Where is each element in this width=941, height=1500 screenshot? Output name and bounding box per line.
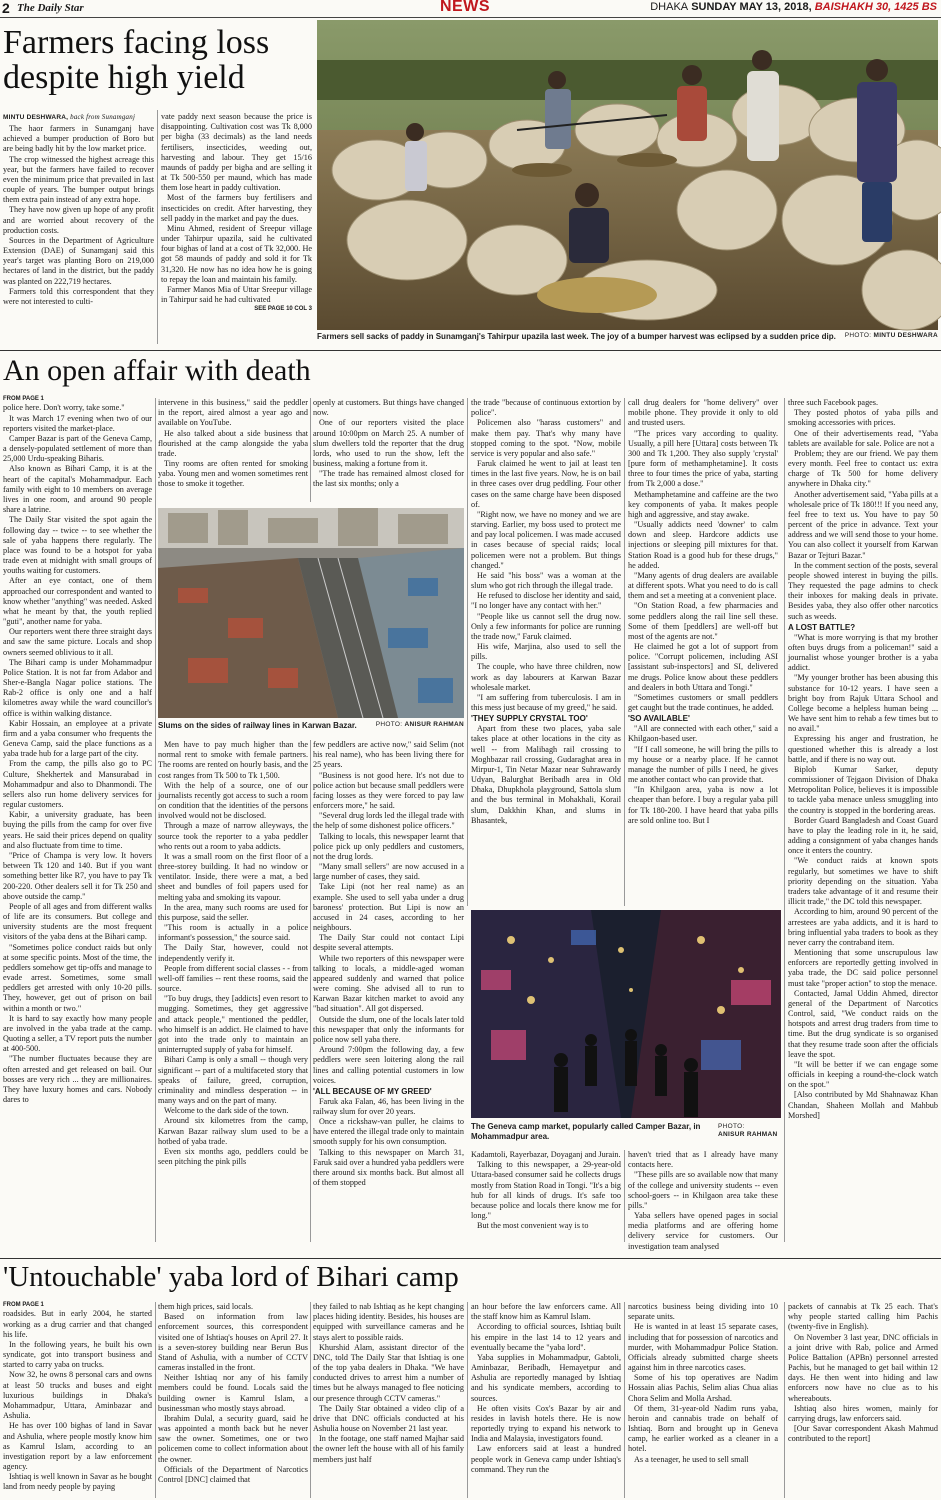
credit-label: PHOTO: [844, 332, 872, 339]
paragraph: "Usually addicts need 'downer' to calm down and sleep. Hardcore addicts use injections or sleeping pill mixtures for that. Station Road is a good hub for these drugs," he added. [628, 520, 778, 570]
story3-col1 [3, 1302, 152, 1498]
subhead-crystal: 'THEY SUPPLY CRYSTAL TOO' [471, 714, 588, 724]
column-divider [157, 110, 158, 344]
paragraph: Faruk aka Falan, 46, has been living in the railway slum for over 20 years. [313, 1096, 464, 1116]
paragraph: People of all ages and from different walks of life are its consumers. But college and university students are the most frequent visitors of the yaba dens at the Bihari camp. [3, 901, 152, 942]
paragraph: Policemen also "harass customers" and make them pay. That's why many have stopped coming to the spot. "Now, mobile service is very popular and also safe." [471, 418, 621, 458]
paragraph: Kabir Hossain, an employee at a private firm and a yaba consumer who frequents the Geneva Camp, said the place functions as a yaba trade hub for a large part of the city. [3, 718, 152, 759]
paragraph: He is wanted in at least 15 separate cases, including that for possession of narcotics and murder, with Mohammadpur Police Station. Officials already submitted charge sheets against him in three narcotics cases. [628, 1322, 778, 1373]
paragraph: Apart from these two places, yaba sale takes place at other locations in the city as well -- from Malibagh rail crossing to Moghbazar rail crossing, Gudaraghat area in Mirpur-1, Tin Netar Mazar near Suhrawardy Udyan, Balurghat Beribadh area in Old Dhaka, Dhupkhola playground, Sattola slum and the bus terminal in Mohakhali, Korail slum, Dakkhin Khan, and slums in Bhasantek, [471, 724, 621, 825]
paragraph: Problem; they are our friend. We pay them every month. Feel free to contact us: extra charge of Tk 500 for home delivery anywhere in Dhaka city." [788, 448, 938, 489]
paragraph: "In Khilgaon area, yaba is now a lot cheaper than before. I buy a regular yaba pill for Tk 180-200. I have heard that yaba pills are sold online too. But I [628, 785, 778, 825]
paragraph: The Daily Star visited the spot again the following day -- twice -- to see whether the sale of yaba happens there regularly. The place was found to be a hotspot for yaba trade even at midnight with small groups of youths waiting for customers. [3, 515, 152, 576]
column-divider [467, 1302, 468, 1498]
column-divider [467, 398, 468, 906]
paragraph: "What is more worrying is that my brother often buys drugs from a policeman!" said a journalist whose younger brother is a yaba addict. [788, 632, 938, 673]
paragraph: He has over 100 bighas of land in Savar and Ashulia, where people mostly know him as Kamrul Islam, according to an investigation report by a law enforcement agency. [3, 1421, 152, 1472]
column-divider [310, 398, 311, 502]
column-divider [784, 398, 785, 1242]
column-divider [784, 1302, 785, 1498]
paragraph: call drug dealers for "home delivery" over mobile phone. They provide it only to old and trusted users. [628, 398, 778, 428]
masthead [0, 0, 941, 18]
paragraph: The Bihari camp is under Mohammadpur Police Station. It is not far from Adabor and Sher-e-Bangla Nagar police stations. The Rab-2 office is only one and a half kilometres away while the ward councillor's office is within walking distance. [3, 657, 152, 718]
paragraph: The couple, who have three children, now work as day labourers at Karwan Bazar wholesale market. [471, 662, 621, 692]
paragraph: police here. Don't worry, take some." [3, 403, 125, 413]
subhead-lost-battle: A LOST BATTLE? [788, 622, 856, 632]
paragraph: The crop witnessed the highest acreage this year, but the farmers have failed to recover even the minimum price that prevailed in last couple of years. The bumper output brings them extra pain instead of any extra hope. [3, 154, 154, 205]
paragraph: Our reporters went there three straight days and saw the same picture. Locals and shop owners seemed oblivious to it all. [3, 627, 152, 657]
column-divider [155, 398, 156, 1242]
paragraph: "People like us cannot sell the drug now. Only a few informants for police are running the trade now," Faruk claimed. [471, 611, 621, 641]
story3-col3 [313, 1302, 464, 1498]
photo-credit [845, 332, 938, 340]
paragraph: "It will be better if we can engage some officials in keeping a round-the-clock watch on the spot." [788, 1059, 938, 1090]
paragraph: Of them, 31-year-old Nadim runs yaba, heroin and cannabis trade on behalf of Ishtiaq. Born and brought up in Geneva camp, he earlier worked as a cleaner in a hotel. [628, 1403, 778, 1454]
byline-place: back from Sunamganj [70, 113, 136, 121]
paragraph: Kabir, a university graduate, has been buying the pills from the camp for over five years. He said their prices depend on quality and also fluctuate from time to time. [3, 810, 152, 850]
paragraph: three such Facebook pages. [788, 398, 879, 407]
paragraph: But the most convenient way is to [477, 1221, 589, 1231]
paragraph: them high prices, said locals. [158, 1302, 254, 1311]
paragraph: "Right now, we have no money and we are starving. Earlier, my boss used to protect me and pay local policemen. I was made accused in cases because of special raids; local policemen were not a problem. But things changed." [471, 509, 621, 570]
paragraph: few peddlers are active now," said Selim (not his real name), who has been living there for 25 years. [313, 740, 464, 770]
story2-col2-top [158, 398, 308, 502]
story1-byline [3, 113, 154, 122]
paragraph: One of their advertisements read, "Yaba tablets are available for sale. Police are not a [788, 428, 938, 448]
paragraph: narcotics business being dividing into 10 separate units. [628, 1302, 778, 1322]
paragraph: "To buy drugs, they [addicts] even resort to mugging. Sometimes, they get aggressive and attack people," mentioned the peddler, who himself is an addict. He claimed to have got into the trade only to maintain an uninterrupted supply of yaba for himself. [158, 994, 308, 1055]
paragraph: Most of the farmers buy fertilisers and insecticides on credit. After harvesting, they sell paddy in the market and pay the dues. [161, 193, 312, 223]
story1-headline [3, 26, 313, 95]
paragraph: [Also contributed by Md Shahnawaz Khan Chandan, Shaheen Mollah and Mahbub Morshed] [788, 1090, 938, 1120]
dateline-city: DHAKA [650, 1, 689, 13]
story3-col4 [471, 1302, 621, 1498]
paragraph: He refused to disclose her identity and said, "I no longer have any contact with her." [471, 591, 621, 611]
byline-name: MINTU DESHWARA, [3, 114, 69, 121]
paragraph: "Sometimes customers or small peddlers get caught but the trade continues, he added. [628, 692, 778, 713]
story3-col6 [788, 1302, 938, 1498]
story2-col4-bottom [471, 1150, 621, 1242]
paragraph: "Many small sellers" are now accused in a large number of cases, they said. [313, 862, 464, 882]
paragraph: Take Lipi (not her real name) as an example. She used to sell yaba under a drug baroness' protection. But Lipi is now an accused in 24 cases, according to her neighbours. [313, 882, 464, 933]
paragraph: One of our reporters visited the place around 10:00pm on March 25. A number of slum dwellers told the reporter that the drug lords, who used to run the show, left the business, making a fortune from it. [313, 418, 464, 469]
paragraph: He often visits Cox's Bazar by air and resides in lavish hotels there. He is now reportedly trying to expand his network to India and Malaysia, investigators found. [471, 1403, 621, 1444]
paragraph: Through a maze of narrow alleyways, the source took the reporter to a yaba peddler who rents out a room to yaba addicts. [158, 821, 308, 851]
paragraph: "The prices vary according to quality. Usually, a pill here [Uttara] costs between Tk 300 and Tk 1,200. They also supply 'crystal' [pure form of methamphetamine]. It costs three to four times the price of yaba, starting from Tk 2,000 a dose." [628, 428, 778, 489]
dateline-date: SUNDAY MAY 13, 2018, [691, 1, 812, 13]
paddy-market-photo [317, 20, 938, 330]
story1-photo-caption [317, 332, 938, 342]
paragraph: Khurshid Alam, assistant director of the DNC, told The Daily Star that Ishtiaq is one of the top yaba dealers in Dhaka. "We have conducted drives to arrest him a number of times but he always managed to flee noticing our presence through CCTV cameras." [313, 1342, 464, 1403]
credit-name: ANISUR RAHMAN [404, 721, 464, 728]
paragraph: Faruk claimed he went to jail at least ten times in the last five years. Now, he is on bail in three cases over drug peddling. Four other cases on the same charge have been disposed of. [471, 459, 621, 509]
paragraph: Border Guard Bangladesh and Coast Guard have to play the leading role in it, he said, adding a consignment of yaba changes hands once it enters the country. [788, 815, 938, 856]
paragraph: packets of cannabis at Tk 25 each. That's why people started calling him Pachis (twenty-five in English). [788, 1302, 938, 1332]
paragraph: Minu Ahmed, resident of Sreepur village under Tahirpur upazila, said he cultivated four bighas of land at a cost of Tk 32,000. He got 58 maunds of paddy and sold it for Tk 31,320. He now has no idea how he is going to repay the loan and maintain his family. [161, 223, 312, 284]
paragraph: "Many agents of drug dealers are available at different spots. What you need to do is call them and set a meeting at a convenient place. [628, 570, 778, 601]
paragraph: "All are connected with each other," said a Khilgaon-based user. [628, 724, 778, 744]
paragraph: It was March 17 evening when two of our reporters visited the market-place. [3, 413, 152, 433]
paragraph: "Several drug lords led the illegal trade with the help of some dishonest police officers." [313, 811, 464, 831]
paragraph: Expressing his anger and frustration, he questioned whether this is already a lost battle, and if there is no way out. [788, 734, 938, 764]
paragraph: "Sometimes police conduct raids but only at some specific points. Most of the time, the peddlers somehow get tip-offs and manage to evade arrest. Sometimes, some small peddlers get arrested with only 10-20 pills. They, however, get out of prison on bail within a month or two." [3, 942, 153, 1013]
paragraph: Outside the slum, one of the locals later told this newspaper that only the informants for police now sell yaba there. [313, 1014, 464, 1044]
credit-label: PHOTO: [718, 1123, 745, 1130]
paragraph: He said "his boss" was a woman at the slum who got rich through the illegal trade. [471, 570, 621, 591]
paragraph: The Daily Star obtained a video clip of a drive that DNC officials conducted at his Ashulia house on November 21 last year. [313, 1403, 464, 1434]
story1-headline-line2: despite high yield [3, 58, 245, 96]
paragraph: Around 7:00pm the following day, a few peddlers were seen loitering along the rail lines and calling potential customers in low voices. [313, 1045, 464, 1085]
railway-slum-caption [158, 721, 464, 731]
newspaper-logo: The Daily Star [17, 2, 84, 14]
paragraph: In the footage, one staff named Majhar said the owner left the house with all of his family members just half [313, 1434, 464, 1464]
paragraph: the trade "because of continuous extortion by police". [471, 398, 621, 418]
paragraph: Yaba sellers have opened pages in social media platforms and are offering home delivery service for customers. Our investigation team analysed [628, 1211, 778, 1251]
story2-col3-bottom [313, 740, 464, 1242]
paragraph: openly at customers. But things have changed now. [313, 398, 464, 418]
paragraph: Talking to this newspaper, a 29-year-old Uttara-based consumer said he collects drugs mostly from Station Road in Tongi. "It's a big hub for all kinds of drugs. It's safe too because police and locals there know me for long." [471, 1160, 621, 1221]
dateline [650, 1, 937, 13]
paragraph: Neither Ishtiaq nor any of his family members could be found. Locals said the building owner is Kamrul Islam, a businessman who mostly stays abroad. [158, 1373, 308, 1413]
paragraph: As a teenager, he used to sell small [634, 1454, 749, 1464]
paragraph: Ishtiaq is well known in Savar as he bought land from needy people by paying [3, 1472, 152, 1492]
subhead-greed: 'ALL BECAUSE OF MY GREED' [313, 1086, 432, 1096]
paragraph: haven't tried that as I already have many contacts here. [628, 1150, 778, 1170]
paragraph: Now 32, he owns 8 personal cars and owns at least 50 trucks and buses and eight luxurious buildings in Dhaka's Mohammadpur, Uttara, Aminbazar and Ashulia. [3, 1370, 152, 1421]
paragraph: Men have to pay much higher than the normal rent to smoke with female partners. The rooms are rented on hourly basis, and the cost ranges from Tk 500 to Tk 1,500. [158, 740, 308, 780]
paragraph: He also talked about a side business that flourished at the camp alongside the yaba trade. [158, 428, 308, 458]
paragraph: "This room is actually in a police informant's possession," the source said. [158, 923, 308, 943]
story2-col5-bottom [628, 1150, 778, 1251]
section-name: NEWS [440, 0, 490, 15]
section-divider [0, 350, 941, 351]
column-divider [310, 1302, 311, 1498]
railway-slum-photo [158, 508, 464, 718]
paragraph: Mentioning that some unscrupulous law enforcers are reportedly getting involved in yaba trade, the DC said police personnel must take "proper action" to stop the menace. [788, 948, 938, 988]
paragraph: "I am suffering from tuberculosis. I am in this mess just because of my greed," he said. [471, 692, 621, 713]
paragraph: On November 3 last year, DNC officials in a joint drive with Rab, police and Armed Police Battalion (APBn) personnel arrested Pachis, but he managed to get bail within 12 days. He then went into hiding and law enforcers now have no clue as to his whereabouts. [788, 1332, 938, 1403]
story1-col2 [161, 112, 312, 344]
paragraph: Based on information from law enforcement sources, this correspondent visited one of Ishtiaq's houses on April 27. It is a seven-storey building near Berun Bus Stand of Ashulia, with a number of CCTV cameras installed in the front. [158, 1312, 308, 1373]
paragraph: With the help of a source, one of our journalists recently got access to such a room on condition that the identities of the persons involved would not be disclosed. [158, 780, 308, 821]
paragraph: Methamphetamine and caffeine are the two key components of yaba. It makes people high and aggressive, and stay awake. [628, 489, 778, 519]
paragraph: Some of his top operatives are Nadim Hossain alias Pachis, Selim alias Chua alias Chora Selim and Molla Arshad. [628, 1373, 778, 1403]
paragraph: Sources in the Department of Agriculture Extension (DAE) of Sunamganj said this year's target was planting Boro on 219,000 hectares of land in the district, but the paddy was planted on 222,719 hectares. [3, 235, 154, 286]
paragraph: Even six months ago, peddlers could be seen pitching the pink pills [158, 1146, 308, 1167]
photo-credit [376, 721, 464, 729]
story2-col4 [471, 398, 621, 906]
story2-col1 [3, 396, 152, 1242]
story1-col1 [3, 113, 154, 345]
column-divider [624, 1150, 625, 1242]
paragraph: Welcome to the dark side of the town. [164, 1106, 289, 1116]
photo-credit [718, 1123, 780, 1139]
paragraph: Bihari Camp is only a small -- though very significant -- part of a multifaceted story that speaks of failure, greed, corruption, criminality and mindless desperation -- in many ways and on the part of many. [158, 1055, 308, 1106]
from-page-label[interactable]: FROM PAGE 1 [3, 396, 44, 402]
see-page-link[interactable]: SEE PAGE 10 COL 3 [254, 306, 312, 313]
paragraph: The haor farmers in Sunamganj have achieved a bumper production of Boro but are being badly hit by the low market price. [3, 124, 154, 154]
paragraph: Farmer Manos Mia of Uttar Sreepur village in Tahirpur said he had cultivated [161, 284, 312, 305]
paragraph: In the comment section of the posts, several people showed interest in buying the pills. They requested the page admins to check their inboxes for making deals in private. Besides yaba, they also offer other narcotics such as weeds. [788, 560, 938, 621]
credit-name: ANISUR RAHMAN [718, 1131, 778, 1139]
caption-text: Slums on the sides of railway lines in Karwan Bazar. [158, 721, 357, 730]
paragraph: "On Station Road, a few pharmacies and some peddlers along the rail line sell these. Some of them [peddlers] are well-off but most of the agents are not." [628, 601, 778, 641]
camper-bazar-caption: The Geneva camp market, popularly called Camper Bazar, in Mohammadpur area. [471, 1122, 701, 1141]
paragraph: After an eye contact, one of them approached our correspondent and wanted to know whether "anything" was needed. Asked what he meant by that, the youth replied "guti", another name for yaba. [3, 576, 152, 627]
paragraph: Contacted, Jamal Uddin Ahmed, director general of the Department of Narcotics Control, said, "We conduct raids on the hotspots and arrest drug traders from time to time. But the drug syndicate is so organised that they resume trade soon after the officials leave the spot. [788, 988, 938, 1059]
paragraph: roadsides. But in early 2004, he started working as a drug carrier and that changed his life. [3, 1309, 152, 1339]
story2-col6 [788, 398, 938, 1242]
paragraph: Camper Bazar is part of the Geneva Camp, a densely-populated settlement of more than 25,000 Urdu-speaking Biharis. [3, 433, 152, 464]
paragraph: "We conduct raids at known spots regularly, but sometimes we have to shift priority depending on the situation. Yaba traders take advantage of it and resume their illicit trade," the DC told this newspaper. [788, 856, 938, 907]
camper-bazar-photo [471, 910, 781, 1118]
paragraph: [Our Savar correspondent Akash Mahmud contributed to the report] [788, 1424, 938, 1444]
story2-col3-top [313, 398, 464, 502]
paragraph: "The trade has remained almost closed for the last six months; only a [313, 469, 464, 489]
column-divider [624, 398, 625, 906]
paragraph: People from different social classes - - from well-off families -- rent these rooms, said the source. [158, 963, 308, 994]
paragraph: "These pills are so available now that many of the college and university students -- even school-goers -- in Khilgaon area take these pills." [628, 1170, 778, 1210]
paragraph: Ibrahim Dulal, a security guard, said he was appointed a month back but he never saw the owner. Sometimes, one or two policemen come to collect information about the owner. [158, 1413, 308, 1464]
paragraph: Around six kilometres from the camp, Karwan Bazar railway slum used to be a hotbed of yaba trade. [158, 1116, 308, 1146]
paragraph: "My younger brother has been abusing this substance for 10-12 years. I have seen a bright boy from Rajuk Uttara School and College become a helpless human being ... We have sent him to rehab a few times but to no avail." [788, 673, 938, 734]
paragraph: According to him, around 90 percent of the arrestees are yaba addicts, and it is hard to bring influential yaba traders to book as they never carry the contraband item. [788, 907, 938, 947]
paragraph: "If I call someone, he will bring the pills to my house or a nearby place. If he cannot manage the number of pills I need, he gives me another contact who can provide that. [628, 744, 778, 785]
paragraph: He claimed he got a lot of support from police. "Corrupt policemen, including ASI [assistant sub-inspectors] and SI, delivered me drugs. Police know about these peddlers and dealers in both Uttara and Tongi." [628, 642, 778, 692]
paragraph: From the camp, the pills also go to PC Culture, Shekhertek and Mansurabad in Mohammadpur and also to Dhanmondi. The sellers also run home delivery services for regular customers. [3, 759, 152, 810]
story2-col2-bottom [158, 740, 308, 1242]
story3-col5 [628, 1302, 778, 1498]
story1-headline-line1: Farmers facing loss [3, 24, 270, 61]
column-divider [624, 1302, 625, 1498]
paragraph: "The number fluctuates because they are often arrested and get released on bail. Our bosses are very rich ... they are millionaires. They have luxury homes and cars. Nobody dares to [3, 1054, 152, 1105]
paragraph: Kadamtoli, Rayerbazar, Doyaganj and Jurain. [471, 1150, 621, 1159]
paragraph: they failed to nab Ishtiaq as he kept changing places hiding identity. Besides, his houses are equipped with surveillance cameras and he stays alert to possible raids. [313, 1302, 464, 1342]
paragraph: Law enforcers said at least a hundred people work in Geneva camp under Ishtiaq's command. They run the [471, 1444, 621, 1474]
paragraph: The Daily Star could not contact Lipi despite several attempts. [313, 933, 464, 953]
paragraph: Talking to locals, this newspaper learnt that police pick up only peddlers and customers, not the drug lords. [313, 831, 464, 861]
paragraph: Another advertisement said, "Yaba pills at a wholesale price of Tk 180!!! If you need any, feel free to text us. You have to pay 50 percent of the price in advance. Text your address and we will send those to your home. You can also collect it yourself from Karwan Bazar or Tejturi Bazar." [788, 489, 938, 560]
paragraph: While two reporters of this newspaper were talking to locals, a middle-aged woman appeared suddenly and warned that police were coming. She advised all to run to Karwan Bazar kitchen market to avoid any "bad situation". All got dispersed. [313, 953, 464, 1014]
paragraph: Farmers told this correspondent that they were not interested to culti- [3, 286, 154, 306]
paragraph: intervene in this business," said the peddler in the report, aired almost a year ago and available on YouTube. [158, 398, 308, 428]
subhead-available: 'SO AVAILABLE' [628, 714, 690, 724]
paragraph: vate paddy next season because the price is disappointing. Cultivation cost was Tk 8,000 per bigha (33 decimals) as the land needs fertilisers, insecticides, weeding out, harvesting and labour. They get 15/16 maunds of paddy per bigha and are selling it at Tk 500-550 per maund, which has made them lose heart in paddy cultivation. [161, 112, 312, 193]
paragraph: They have now given up hope of any profit and are worried about recovery of the production costs. [3, 205, 154, 235]
paragraph: It is hard to say exactly how many people are involved in the yaba trade at the camp. Quoting a seller, a TV report puts the number at 400-500. [3, 1013, 152, 1054]
paragraph: an hour before the law enforcers came. All the staff know him as Kamrul Islam. [471, 1302, 621, 1322]
paragraph: In the following years, he built his own syndicate, got into transport business and started to carry yaba on trucks. [3, 1339, 152, 1370]
from-page-label[interactable]: FROM PAGE 1 [3, 1302, 44, 1308]
paragraph: Ishtiaq also hires women, mainly for carrying drugs, law enforcers said. [788, 1403, 938, 1423]
section-divider [0, 1258, 941, 1259]
paragraph: Also known as Bihari Camp, it is at the heart of the capital's Mohammadpur. Each family with eight to 10 members on average lives in one room, and around 90 people share a latrine. [3, 464, 152, 515]
story2-headline: An open affair with death [3, 354, 311, 387]
paragraph: Biplob Kumar Sarker, deputy commissioner of Tejgaon Division of Dhaka Metropolitan Police, believes it is impossible to tackle yaba menace unless smuggling into the country is stopped in the bordering areas. [788, 764, 938, 815]
dateline-bengali-date: BAISHAKH 30, 1425 BS [814, 1, 937, 13]
paragraph: It was a small room on the first floor of a three-storey building. It had no window or ventilator. Inside, there were a mat, a bed sheet and bundles of foil papers used for melting yaba and smoking its vapour. [158, 851, 308, 902]
story3-headline: 'Untouchable' yaba lord of Bihari camp [3, 1261, 459, 1293]
credit-name: MINTU DESHWARA [873, 332, 938, 339]
paragraph: Yaba supplies in Mohammadpur, Gabtoli, Aminbazar, Beribadh, Hemayetpur and Ashulia are reportedly managed by Ishtiaq and his syndicate members, according to sources. [471, 1352, 621, 1403]
column-divider [310, 740, 311, 1242]
paragraph: "Business is not good here. It's not due to police action but because small peddlers were facing losses as they were forced to pay law enforcers more," he said. [313, 770, 464, 811]
story3-col2 [158, 1302, 308, 1498]
paragraph: In the area, many such rooms are used for this purpose, said the seller. [158, 902, 308, 922]
paragraph: Once a rickshaw-van puller, he claims to have entered the illegal trade only to maintain smooth supply for his own consumption. [313, 1117, 464, 1147]
paragraph: According to official sources, Ishtiaq built his empire in the last 14 to 12 years and eventually became the "yaba lord". [471, 1322, 621, 1352]
page-number: 2 [2, 0, 10, 16]
paragraph: Tiny rooms are often rented for smoking yaba. Young men and women sometimes rent those to smoke it together. [158, 459, 308, 489]
caption-text: Farmers sell sacks of paddy in Sunamganj's Tahirpur upazila last week. The joy of a bumper harvest was eclipsed by a sudden price dip. [317, 332, 836, 341]
paragraph: The Daily Star, however, could not independently verify it. [158, 943, 308, 963]
paragraph: "Price of Champa is very low. It hovers between Tk 120 and 140. But if you want something better like R7, you have to pay Tk 200-220. Other dealers sell it for Tk 250 and above outside the camp." [3, 851, 152, 901]
credit-label: PHOTO: [375, 721, 403, 728]
paragraph: Talking to this newspaper on March 31, Faruk said over a hundred yaba peddlers were there around six months back. But almost all of them stopped [313, 1147, 464, 1188]
paragraph: Officials of the Department of Narcotics Control [DNC] claimed that [158, 1464, 308, 1484]
column-divider [155, 1302, 156, 1498]
paragraph: They posted photos of yaba pills and smoking accessories with prices. [788, 408, 938, 428]
paragraph: His wife, Marjina, also used to sell the pills. [471, 642, 621, 662]
story2-col5 [628, 398, 778, 906]
